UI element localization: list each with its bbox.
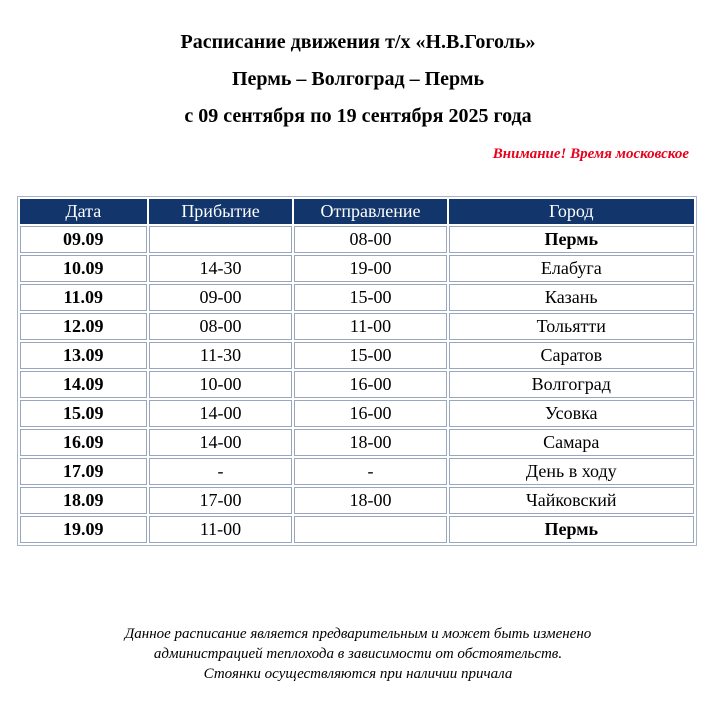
- page-title: Расписание движения т/х «Н.В.Гоголь»: [180, 31, 536, 53]
- departure-cell: 18-00: [294, 429, 446, 456]
- departure-cell: 18-00: [294, 487, 446, 514]
- arrival-cell: [149, 226, 293, 253]
- table-row: [20, 226, 694, 253]
- departure-cell: 16-00: [294, 400, 446, 427]
- arrival-cell: 14-00: [149, 429, 293, 456]
- disclaimer-line-1: Данное расписание является предварительным и может быть изменено: [124, 626, 592, 642]
- table-row: [20, 255, 694, 282]
- table-row: [20, 313, 694, 340]
- city-cell: Усовка: [449, 400, 694, 427]
- column-header-departure: Отправление: [294, 199, 446, 224]
- schedule-header: [0, 24, 716, 135]
- arrival-cell: -: [149, 458, 293, 485]
- arrival-cell: 10-00: [149, 371, 293, 398]
- city-cell: День в ходу: [449, 458, 694, 485]
- arrival-cell: 08-00: [149, 313, 293, 340]
- disclaimer-line-3: Стоянки осуществляются при наличии причала: [203, 666, 513, 682]
- schedule-table: [17, 196, 697, 546]
- city-cell: Волгоград: [449, 371, 694, 398]
- table-row: [20, 400, 694, 427]
- table-row: [20, 371, 694, 398]
- period-title: с 09 сентября по 19 сентября 2025 года: [184, 105, 532, 127]
- departure-cell: 15-00: [294, 284, 446, 311]
- table-row: [20, 429, 694, 456]
- disclaimer-line-2: администрацией теплохода в зависимости от обстоятельств.: [153, 646, 563, 662]
- column-header-arrival: Прибытие: [149, 199, 293, 224]
- city-cell: Чайковский: [449, 487, 694, 514]
- city-cell: Пермь: [449, 226, 694, 253]
- table-row: [20, 458, 694, 485]
- date-cell: 12.09: [20, 313, 147, 340]
- city-cell: Саратов: [449, 342, 694, 369]
- arrival-cell: 14-00: [149, 400, 293, 427]
- city-cell: Тольятти: [449, 313, 694, 340]
- table-row: [20, 516, 694, 543]
- table-row: [20, 487, 694, 514]
- date-cell: 13.09: [20, 342, 147, 369]
- departure-cell: 15-00: [294, 342, 446, 369]
- departure-cell: 08-00: [294, 226, 446, 253]
- arrival-cell: 11-00: [149, 516, 293, 543]
- arrival-cell: 14-30: [149, 255, 293, 282]
- arrival-cell: 09-00: [149, 284, 293, 311]
- table-header-row: [20, 199, 694, 224]
- route-title: Пермь – Волгоград – Пермь: [231, 68, 485, 90]
- date-cell: 17.09: [20, 458, 147, 485]
- arrival-cell: 11-30: [149, 342, 293, 369]
- timezone-notice: Внимание! Время московское: [492, 146, 689, 162]
- departure-cell: -: [294, 458, 446, 485]
- date-cell: 14.09: [20, 371, 147, 398]
- schedule-body: [20, 226, 694, 543]
- table-row: [20, 284, 694, 311]
- disclaimer: [0, 624, 716, 684]
- table-row: [20, 342, 694, 369]
- departure-cell: [294, 516, 446, 543]
- date-cell: 15.09: [20, 400, 147, 427]
- departure-cell: 11-00: [294, 313, 446, 340]
- departure-cell: 16-00: [294, 371, 446, 398]
- date-cell: 16.09: [20, 429, 147, 456]
- city-cell: Пермь: [449, 516, 694, 543]
- date-cell: 10.09: [20, 255, 147, 282]
- city-cell: Казань: [449, 284, 694, 311]
- arrival-cell: 17-00: [149, 487, 293, 514]
- date-cell: 09.09: [20, 226, 147, 253]
- column-header-city: Город: [449, 199, 694, 224]
- city-cell: Самара: [449, 429, 694, 456]
- column-header-date: Дата: [20, 199, 147, 224]
- date-cell: 19.09: [20, 516, 147, 543]
- date-cell: 11.09: [20, 284, 147, 311]
- departure-cell: 19-00: [294, 255, 446, 282]
- city-cell: Елабуга: [449, 255, 694, 282]
- date-cell: 18.09: [20, 487, 147, 514]
